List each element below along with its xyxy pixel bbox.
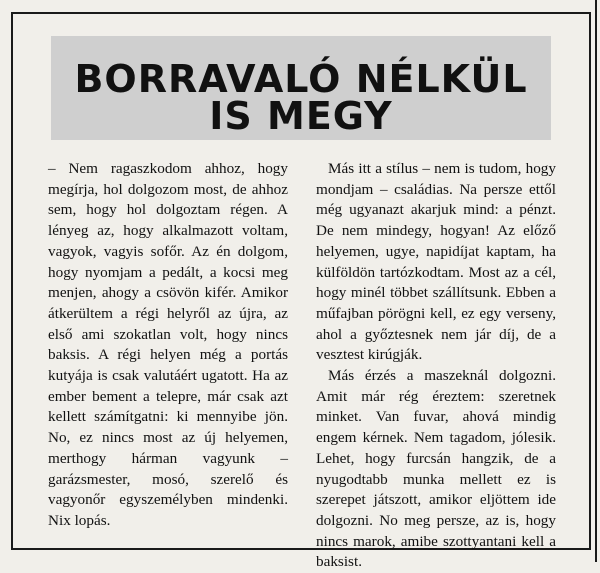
headline-line-1: BORRAVALÓ NÉLKÜL	[74, 57, 528, 101]
headline-box	[51, 36, 551, 140]
right-column	[316, 159, 556, 573]
headline-line-2: IS MEGY	[209, 94, 393, 138]
right-column-paragraph-1: Más itt a stílus – nem is tudom, hogy mondjam – családias. Na persze ettől még ugyanazt akarjuk mind: a pénzt. De nem mindegy, hogyan! Az előző helyemen, ugye, napidíjat kaptam, ha külföldön tartózkodtam. Most az a cél, hogy minél többet szállítsunk. Ebben a műfajban pörögni kell, ez egy verseny, ahol a győztesnek nem jár díj, de a vesztest kirúgják.	[316, 160, 556, 364]
left-column-paragraph: – Nem ragaszkodom ahhoz, hogy megírja, hol dolgozom most, de ahhoz sem, hogy hol dolgoztam régen. A lényeg az, hogy alkalmazott voltam, vagyok, vagyis sofőr. Az én dolgom, hogy nyomjam a pedált, a kocsi meg menjen, ahogy a csövön kifér. Amikor átkerültem a régi helyről az újra, az első ami szokatlan volt, hogy nincs baksis. A régi helyen még a portás kutyája is csak valutáért ugatott. Ha az ember bement a telepre, már csak azt kellett számítgatni: ki mennyibe jön. No, ez nincs most az új helyemen, merthogy hárman vagyunk – garázsmester, mosó, szerelő és vagyonőr egyszemélyben mindenki. Nix lopás.	[48, 160, 288, 529]
left-column	[48, 159, 288, 532]
page-edge-rule	[595, 0, 597, 562]
right-column-paragraph-2: Más érzés a maszeknál dolgozni. Amit már rég éreztem: szeretnek minket. Van fuvar, ahová mindig engem kérnek. Nem tagadom, jólesik. Lehet, hogy furcsán hangzik, de a nyugodtabb munka mellett ez is szerepet játszott, amikor eljöttem ide dolgozni. No meg persze, az is, hogy nincs marok, amibe szottyantani kell a baksist.	[316, 367, 556, 571]
